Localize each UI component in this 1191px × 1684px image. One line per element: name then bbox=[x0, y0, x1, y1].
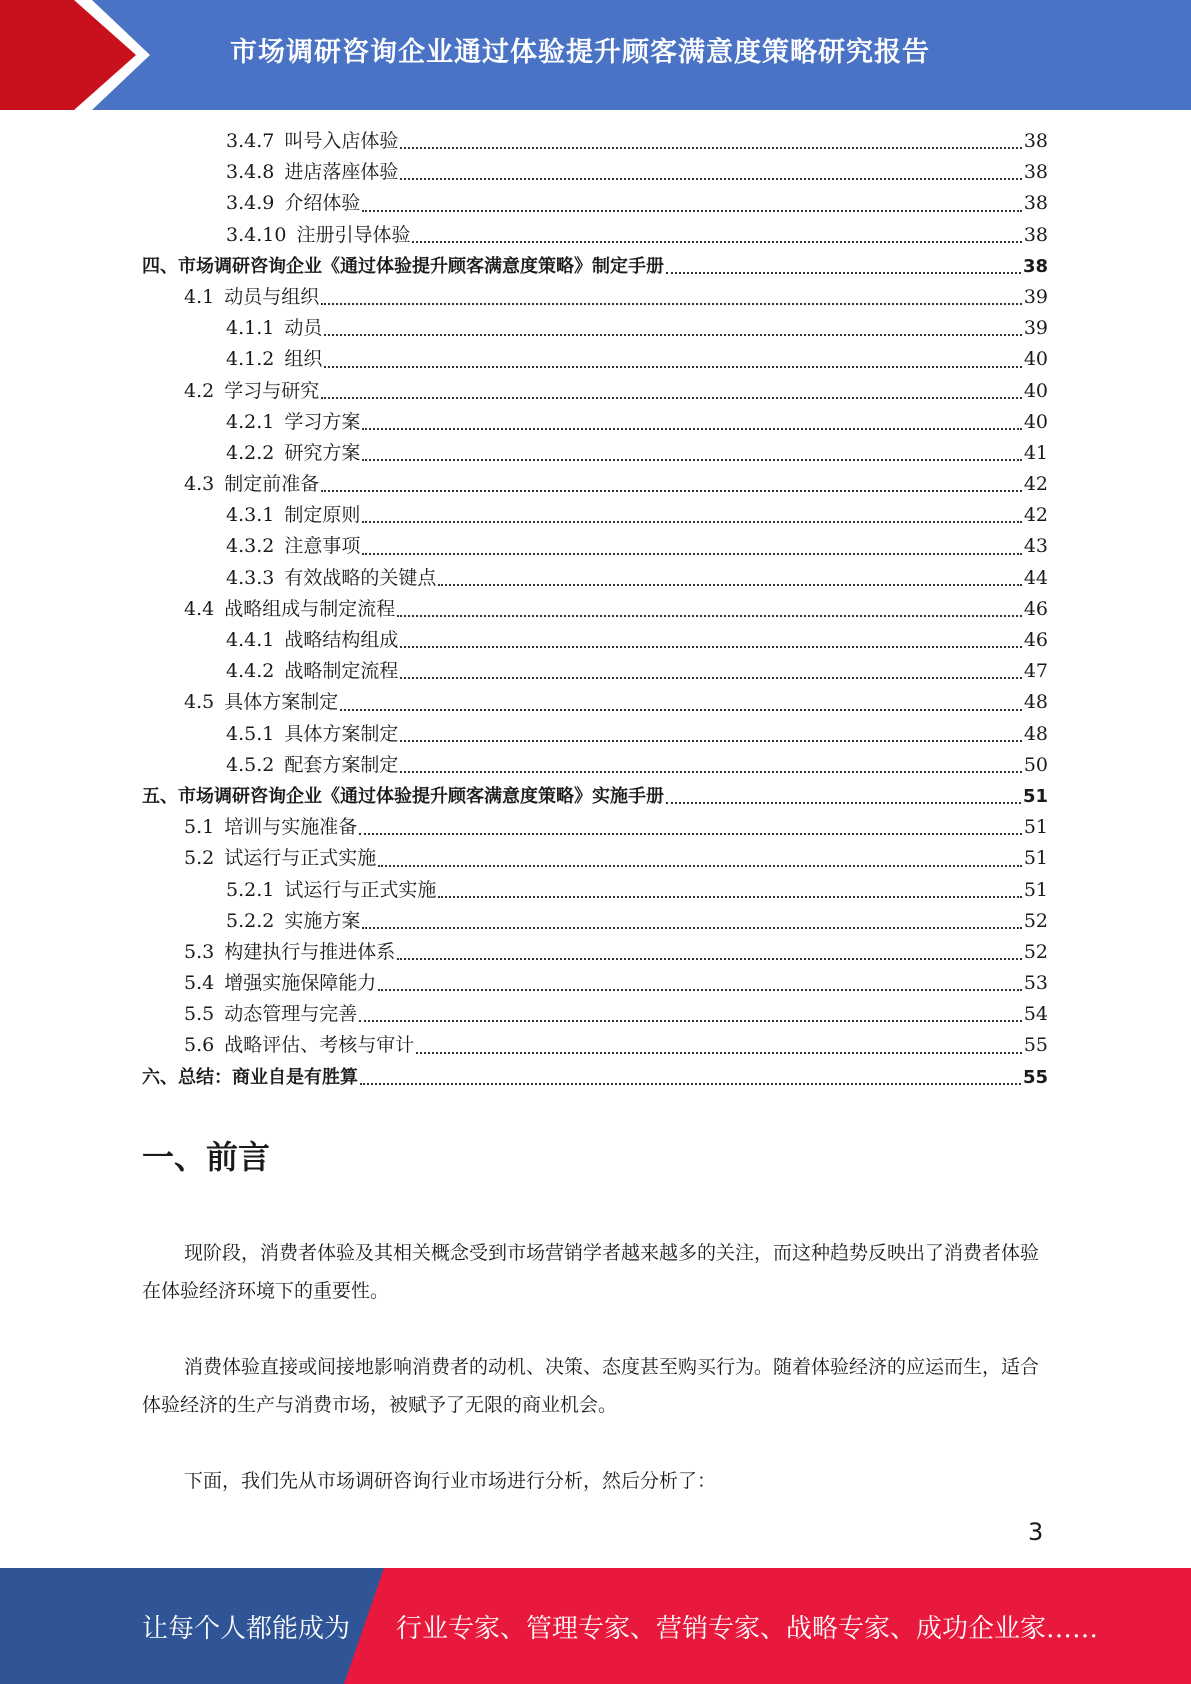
toc-entry-label: 制定前准备 bbox=[224, 473, 320, 496]
toc-entry-number: 5.4 bbox=[184, 972, 215, 995]
toc-entry-label: 叫号入店体验 bbox=[284, 130, 399, 152]
table-of-contents bbox=[142, 126, 1048, 1093]
toc-entry-label: 试运行与正式实施 bbox=[224, 847, 377, 870]
toc-entry-page: 52 bbox=[1023, 940, 1048, 963]
toc-dot-leader bbox=[359, 832, 1022, 835]
toc-entry[interactable] bbox=[142, 1062, 1048, 1093]
toc-entry-page: 42 bbox=[1023, 504, 1048, 527]
toc-entry-number: 5.2 bbox=[184, 847, 215, 870]
toc-entry[interactable] bbox=[142, 157, 1048, 188]
toc-entry-page: 38 bbox=[1022, 255, 1048, 277]
toc-entry[interactable] bbox=[142, 251, 1048, 282]
footer-slogan-right: 行业专家、管理专家、营销专家、战略专家、成功企业家…… bbox=[396, 1614, 1099, 1644]
toc-dot-leader bbox=[362, 209, 1021, 212]
toc-entry-label: 研究方案 bbox=[284, 441, 361, 464]
toc-entry[interactable] bbox=[142, 843, 1048, 874]
toc-entry-number: 3.4.10 bbox=[226, 223, 287, 246]
toc-entry-number: 4.5 bbox=[184, 691, 215, 714]
toc-entry-page: 51 bbox=[1023, 878, 1048, 901]
toc-entry-page: 47 bbox=[1023, 660, 1048, 683]
toc-entry[interactable] bbox=[142, 999, 1048, 1030]
toc-entry-number: 5.2.1 bbox=[226, 878, 275, 901]
toc-entry-label: 具体方案制定 bbox=[284, 722, 399, 745]
toc-entry-page: 46 bbox=[1023, 629, 1048, 651]
toc-dot-leader bbox=[438, 583, 1021, 586]
toc-dot-leader bbox=[362, 427, 1021, 430]
toc-entry-number: 4.5.1 bbox=[226, 722, 275, 745]
toc-entry-page: 51 bbox=[1022, 785, 1048, 807]
toc-entry-label: 六、总结：商业自是有胜算 bbox=[142, 1066, 358, 1088]
toc-entry-page: 38 bbox=[1023, 192, 1048, 215]
toc-entry-page: 54 bbox=[1023, 1003, 1048, 1026]
toc-entry[interactable] bbox=[142, 313, 1048, 344]
toc-entry-label: 五、市场调研咨询企业《通过体验提升顾客满意度策略》实施手册 bbox=[142, 785, 664, 807]
toc-entry[interactable] bbox=[142, 781, 1048, 812]
toc-entry-label: 学习与研究 bbox=[224, 379, 320, 402]
toc-dot-leader bbox=[412, 240, 1021, 243]
toc-entry-page: 52 bbox=[1023, 909, 1048, 932]
toc-entry[interactable] bbox=[142, 719, 1048, 750]
toc-entry-page: 46 bbox=[1023, 597, 1048, 620]
toc-dot-leader bbox=[362, 926, 1021, 929]
section-heading: 一、前言 bbox=[142, 1138, 271, 1176]
toc-entry-label: 战略评估、考核与审计 bbox=[224, 1034, 415, 1057]
toc-entry-page: 51 bbox=[1023, 816, 1048, 839]
toc-entry-number: 4.5.2 bbox=[226, 753, 275, 776]
toc-entry[interactable] bbox=[142, 563, 1048, 594]
toc-entry[interactable] bbox=[142, 594, 1048, 625]
toc-entry[interactable] bbox=[142, 500, 1048, 531]
toc-dot-leader bbox=[321, 489, 1022, 492]
toc-entry-page: 55 bbox=[1023, 1034, 1048, 1057]
toc-dot-leader bbox=[397, 614, 1022, 617]
toc-entry-number: 4.2.1 bbox=[226, 410, 275, 433]
toc-entry-label: 战略制定流程 bbox=[284, 660, 399, 683]
toc-entry-label: 战略结构组成 bbox=[284, 629, 399, 651]
toc-entry[interactable] bbox=[142, 750, 1048, 781]
toc-entry-number: 4.3 bbox=[184, 473, 215, 496]
toc-dot-leader bbox=[359, 1019, 1022, 1022]
toc-entry[interactable] bbox=[142, 344, 1048, 375]
toc-entry[interactable] bbox=[142, 282, 1048, 313]
toc-entry-page: 41 bbox=[1023, 441, 1048, 464]
toc-dot-leader bbox=[400, 770, 1021, 773]
toc-entry-number: 4.4.2 bbox=[226, 660, 275, 683]
toc-entry-page: 40 bbox=[1023, 379, 1048, 402]
toc-entry-label: 战略组成与制定流程 bbox=[224, 597, 396, 620]
toc-entry-page: 50 bbox=[1023, 753, 1048, 776]
toc-dot-leader bbox=[362, 458, 1021, 461]
toc-dot-leader bbox=[400, 146, 1021, 149]
toc-entry-label: 试运行与正式实施 bbox=[284, 878, 437, 901]
toc-entry[interactable] bbox=[142, 968, 1048, 999]
toc-entry-page: 51 bbox=[1023, 847, 1048, 870]
toc-entry-number: 3.4.7 bbox=[226, 130, 275, 152]
toc-entry-page: 43 bbox=[1023, 535, 1048, 558]
toc-entry[interactable] bbox=[142, 625, 1048, 656]
toc-entry-page: 38 bbox=[1023, 130, 1048, 152]
toc-entry-number: 5.3 bbox=[184, 940, 215, 963]
toc-entry-number: 3.4.8 bbox=[226, 161, 275, 184]
toc-entry-page: 42 bbox=[1023, 473, 1048, 496]
toc-entry-number: 4.2.2 bbox=[226, 441, 275, 464]
toc-entry-label: 注册引导体验 bbox=[296, 223, 411, 246]
toc-dot-leader bbox=[321, 302, 1022, 305]
toc-entry[interactable] bbox=[142, 687, 1048, 718]
toc-entry[interactable] bbox=[142, 407, 1048, 438]
toc-dot-leader bbox=[324, 365, 1021, 368]
toc-entry-label: 增强实施保障能力 bbox=[224, 972, 377, 995]
toc-entry-label: 培训与实施准备 bbox=[224, 816, 358, 839]
toc-entry-page: 48 bbox=[1023, 722, 1048, 745]
toc-entry-label: 实施方案 bbox=[284, 909, 361, 932]
toc-dot-leader bbox=[324, 333, 1021, 336]
toc-dot-leader bbox=[362, 552, 1021, 555]
toc-entry[interactable] bbox=[142, 531, 1048, 562]
toc-entry-number: 3.4.9 bbox=[226, 192, 275, 215]
toc-dot-leader bbox=[362, 520, 1021, 523]
toc-entry-label: 学习方案 bbox=[284, 410, 361, 433]
toc-entry-label: 动态管理与完善 bbox=[224, 1003, 358, 1026]
toc-entry[interactable] bbox=[142, 1030, 1048, 1061]
toc-entry[interactable] bbox=[142, 812, 1048, 843]
toc-entry-number: 5.2.2 bbox=[226, 909, 275, 932]
toc-dot-leader bbox=[400, 676, 1021, 679]
toc-entry-page: 38 bbox=[1023, 161, 1048, 184]
toc-entry-page: 40 bbox=[1023, 348, 1048, 371]
toc-entry-page: 39 bbox=[1023, 285, 1048, 308]
toc-entry-number: 4.2 bbox=[184, 379, 215, 402]
toc-entry-label: 有效战略的关键点 bbox=[284, 566, 437, 589]
toc-entry-number: 4.1 bbox=[184, 285, 215, 308]
toc-entry-label: 构建执行与推进体系 bbox=[224, 940, 396, 963]
toc-entry-label: 制定原则 bbox=[284, 504, 361, 527]
toc-dot-leader bbox=[438, 895, 1021, 898]
toc-entry-label: 进店落座体验 bbox=[284, 161, 399, 184]
page-footer bbox=[0, 1568, 1191, 1684]
report-title: 市场调研咨询企业通过体验提升顾客满意度策略研究报告 bbox=[230, 37, 930, 68]
toc-entry-number: 4.4 bbox=[184, 597, 215, 620]
toc-entry-label: 四、市场调研咨询企业《通过体验提升顾客满意度策略》制定手册 bbox=[142, 255, 664, 277]
paragraph-3: 下面，我们先从市场调研咨询行业市场进行分析，然后分析了： bbox=[184, 1470, 717, 1492]
toc-entry[interactable] bbox=[142, 656, 1048, 687]
toc-entry[interactable] bbox=[142, 469, 1048, 500]
toc-entry-number: 4.1.2 bbox=[226, 348, 275, 371]
toc-entry-number: 5.6 bbox=[184, 1034, 215, 1057]
toc-entry-label: 具体方案制定 bbox=[224, 691, 339, 714]
toc-dot-leader bbox=[321, 396, 1022, 399]
toc-entry[interactable] bbox=[142, 937, 1048, 968]
toc-entry-page: 44 bbox=[1023, 566, 1048, 589]
toc-entry-label: 动员与组织 bbox=[224, 285, 320, 308]
page-number: 3 bbox=[1028, 1518, 1044, 1546]
paragraph-1: 现阶段，消费者体验及其相关概念受到市场营销学者越来越多的关注，而这种趋势反映出了消费者体验在体验经济环境下的重要性。 bbox=[142, 1242, 1040, 1302]
paragraph-2: 消费体验直接或间接地影响消费者的动机、决策、态度甚至购买行为。随着体验经济的应运而生，适合体验经济的生产与消费市场，被赋予了无限的商业机会。 bbox=[142, 1356, 1040, 1416]
toc-entry-label: 配套方案制定 bbox=[284, 753, 399, 776]
page-header bbox=[0, 0, 1191, 110]
toc-entry-number: 5.1 bbox=[184, 816, 215, 839]
toc-entry-number: 4.4.1 bbox=[226, 629, 275, 651]
toc-entry-label: 注意事项 bbox=[284, 535, 361, 558]
toc-entry-page: 38 bbox=[1023, 223, 1048, 246]
footer-slogan-left: 让每个人都能成为 bbox=[142, 1614, 351, 1644]
toc-entry[interactable] bbox=[142, 126, 1048, 157]
toc-entry[interactable] bbox=[142, 906, 1048, 937]
toc-entry[interactable] bbox=[142, 376, 1048, 407]
toc-entry-number: 4.3.1 bbox=[226, 504, 275, 527]
toc-entry[interactable] bbox=[142, 188, 1048, 219]
toc-dot-leader bbox=[360, 1082, 1021, 1085]
toc-entry-label: 动员 bbox=[284, 317, 323, 340]
toc-entry-page: 53 bbox=[1023, 972, 1048, 995]
toc-dot-leader bbox=[666, 271, 1021, 274]
toc-entry-page: 48 bbox=[1023, 691, 1048, 714]
toc-entry[interactable] bbox=[142, 220, 1048, 251]
toc-dot-leader bbox=[400, 739, 1021, 742]
toc-entry-page: 39 bbox=[1023, 317, 1048, 340]
toc-dot-leader bbox=[378, 864, 1022, 867]
toc-dot-leader bbox=[400, 177, 1021, 180]
red-arrow-decoration bbox=[0, 0, 160, 110]
toc-entry-page: 40 bbox=[1023, 410, 1048, 433]
toc-entry-number: 5.5 bbox=[184, 1003, 215, 1026]
toc-entry-number: 4.1.1 bbox=[226, 317, 275, 340]
toc-entry-page: 55 bbox=[1022, 1066, 1048, 1088]
toc-dot-leader bbox=[340, 708, 1022, 711]
toc-dot-leader bbox=[416, 1051, 1022, 1054]
toc-entry-number: 4.3.3 bbox=[226, 566, 275, 589]
toc-entry-label: 组织 bbox=[284, 348, 323, 371]
toc-entry[interactable] bbox=[142, 875, 1048, 906]
toc-dot-leader bbox=[397, 957, 1022, 960]
toc-dot-leader bbox=[666, 801, 1021, 804]
toc-entry[interactable] bbox=[142, 438, 1048, 469]
toc-entry-label: 介绍体验 bbox=[284, 192, 361, 215]
toc-entry-number: 4.3.2 bbox=[226, 535, 275, 558]
toc-dot-leader bbox=[378, 988, 1022, 991]
toc-dot-leader bbox=[400, 645, 1021, 648]
